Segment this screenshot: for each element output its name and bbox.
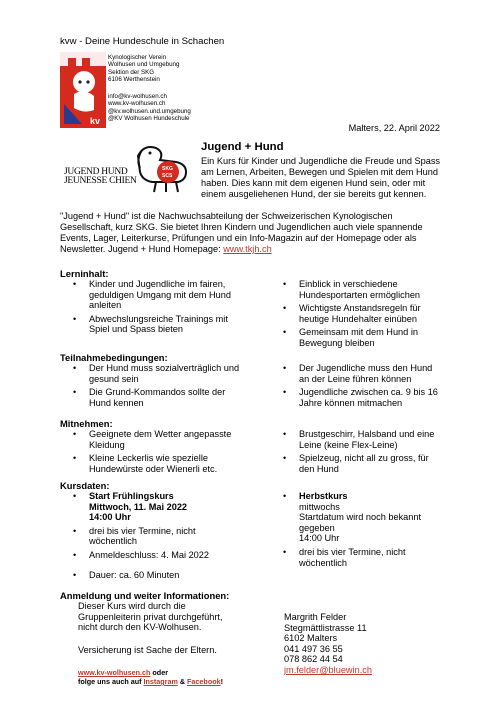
footer-amp: & xyxy=(177,677,188,686)
contact-instagram: @kv.wolhusen.und.umgebung xyxy=(108,107,191,115)
footer-website-link[interactable]: www.kv-wolhusen.ch xyxy=(78,668,151,677)
org-line: 6106 Werthenstein xyxy=(108,76,160,84)
list-item: • Kinder und Jugendliche im fairen, geduldigen Umgang mit dem Hund anleiten xyxy=(70,279,245,311)
contact-mobile: 078 862 44 54 xyxy=(284,654,343,665)
spring-course-date: Mittwoch, 11. Mai 2022 xyxy=(89,501,188,512)
list-item: • Jugendliche zwischen ca. 9 bis 16 Jahre können mitmachen xyxy=(280,387,440,408)
section-heading-mitnehmen: Mitnehmen: xyxy=(60,418,113,429)
spring-course-time: 14:00 Uhr xyxy=(89,512,131,523)
kv-logo-icon xyxy=(60,52,106,128)
footer-line-1 xyxy=(78,668,223,677)
lerninhalt-right-list xyxy=(280,279,440,352)
contact-email-link[interactable]: jm.felder@bluewin.ch xyxy=(284,664,372,675)
list-item: • Geeignete dem Wetter angepasste Kleidung xyxy=(70,429,245,450)
badge-skg: SKG xyxy=(162,166,173,172)
section-heading-kursdaten: Kursdaten: xyxy=(60,480,110,491)
list-item: • Der Hund muss sozialverträglich und gesund sein xyxy=(70,363,245,384)
section-heading-teilnahme: Teilnahmebedingungen: xyxy=(60,352,168,363)
autumn-course-title: • Herbstkurs xyxy=(299,491,348,501)
teilnahme-right-list xyxy=(280,363,440,411)
contact-email: info@kv-wolhusen.ch xyxy=(108,93,167,100)
about-text: "Jugend + Hund" ist die Nachwuchsabteilung der Schweizerischen Kynologischen Gesellschaft, kurz SKG. Sie bietet Ihren Kindern und Jugendlichen auch viele spannende Events, Lager, Leiterkurse, Prüfungen und ein Info-Magazin auf der Homepage oder als Newsletter. Jugend + Hund Homepage: xyxy=(60,211,423,254)
list-item: • Brustgeschirr, Halsband und eine Leine (keine Flex-Leine) xyxy=(280,429,440,450)
contact-phone: 041 497 36 55 xyxy=(284,643,343,654)
footer-bang: ! xyxy=(220,677,224,686)
logo-word-jugend: JUGEND xyxy=(64,167,100,177)
autumn-course-day: mittwochs xyxy=(299,501,340,512)
mitnehmen-right-list xyxy=(280,429,440,477)
list-item: • Die Grund-Kommandos sollte der Hund kennen xyxy=(70,387,245,408)
intro-title: Jugend + Hund xyxy=(201,141,284,153)
section-heading-anmeldung: Anmeldung und weiter Informationen: xyxy=(60,590,230,601)
footer-oder: oder xyxy=(150,668,168,677)
list-item: • Kleine Leckerlis wie spezielle Hundewürste oder Wienerli etc. xyxy=(70,453,245,474)
teilnahme-left-list xyxy=(70,363,245,411)
contact-facebook: @KV Wolhusen Hundeschule xyxy=(108,115,190,123)
logo-word-chien: CHIEN xyxy=(109,176,137,186)
contact-info xyxy=(108,93,191,123)
list-item: • Spielzeug, nicht all zu gross, für den Hund xyxy=(280,453,440,474)
intro-text: Ein Kurs für Kinder und Jugendliche die Freude und Spass am Lernen, Arbeiten, Bewegen und Spielen mit dem Hund haben. Dies kann mit dem eigenen Hund sein, oder mit einem ausgeliehenen Hund, der sie bereits gut kennen. xyxy=(201,156,441,199)
contact-block xyxy=(284,612,372,676)
jugend-hund-logo xyxy=(60,138,198,196)
list-item: • Der Jugendliche muss den Hund an der Leine führen können xyxy=(280,363,440,384)
list-item: • Anmeldeschluss: 4. Mai 2022 xyxy=(70,550,245,561)
list-item: • Wichtigste Anstandsregeln für heutige Hundehalter einüben xyxy=(280,303,440,324)
spring-course-item xyxy=(70,491,245,523)
badge-scs: SCS xyxy=(162,173,173,179)
footer-line-2 xyxy=(78,677,223,686)
contact-website: www.kv-wolhusen.ch xyxy=(108,100,166,108)
lerninhalt-left-list xyxy=(70,279,245,338)
org-info xyxy=(108,54,179,84)
section-heading-lerninhalt: Lerninhalt: xyxy=(60,268,109,279)
logo-word-hund: HUND xyxy=(101,167,128,177)
list-item: • Gemeinsam mit dem Hund in Bewegung bleiben xyxy=(280,327,440,348)
mitnehmen-left-list xyxy=(70,429,245,477)
footer xyxy=(78,668,223,686)
page-header-title: kvw - Deine Hundeschule in Schachen xyxy=(60,36,225,47)
contact-name: Margrith Felder xyxy=(284,612,347,622)
list-item: • drei bis vier Termine, nicht wöchentlich xyxy=(70,526,245,547)
about-paragraph xyxy=(60,211,445,255)
insurance-note: Versicherung ist Sache der Eltern. xyxy=(78,645,217,655)
kursdaten-right-list xyxy=(280,491,440,571)
kv-logo xyxy=(60,52,106,128)
jh-logo-text xyxy=(64,168,137,186)
list-item: • Dauer: ca. 60 Minuten xyxy=(70,570,245,581)
spring-course-title: • Start Frühlingskurs xyxy=(89,491,174,501)
footer-follow-text: folge uns auch auf xyxy=(78,677,144,686)
org-line: Sektion der SKG xyxy=(108,68,155,76)
contact-street: Stegmättlistrasse 11 xyxy=(284,622,367,633)
list-item: • Abwechslungsreiche Trainings mit Spiel und Spass bieten xyxy=(70,314,245,335)
facebook-link[interactable]: Facebook xyxy=(187,677,221,686)
org-line: Wolhusen und Umgebung xyxy=(108,61,180,69)
contact-city: 6102 Malters xyxy=(284,633,338,644)
logo-word-jeunesse: JEUNESSE xyxy=(64,176,107,186)
org-line: Kynologischer Verein xyxy=(108,54,167,61)
kursdaten-left-list xyxy=(70,491,245,583)
letter-date: Malters, 22. April 2022 xyxy=(348,123,440,133)
list-item: • Einblick in verschiedene Hundesportarten ermöglichen xyxy=(280,279,440,300)
autumn-course-start: Startdatum wird noch bekannt gegeben xyxy=(299,512,422,533)
tkjh-link[interactable]: www.tkjh.ch xyxy=(223,244,272,254)
autumn-course-time: 14:00 Uhr xyxy=(299,533,340,544)
autumn-course-item xyxy=(280,491,440,544)
svg-text:kv: kv xyxy=(90,116,101,126)
anmeldung-text: Dieser Kurs wird durch die Gruppenleiterin privat durchgeführt, nicht durch den KV-Wolhusen. xyxy=(78,601,223,633)
instagram-link[interactable]: Instagram xyxy=(143,677,178,686)
list-item: • drei bis vier Termine, nicht wöchentlich xyxy=(280,547,440,568)
